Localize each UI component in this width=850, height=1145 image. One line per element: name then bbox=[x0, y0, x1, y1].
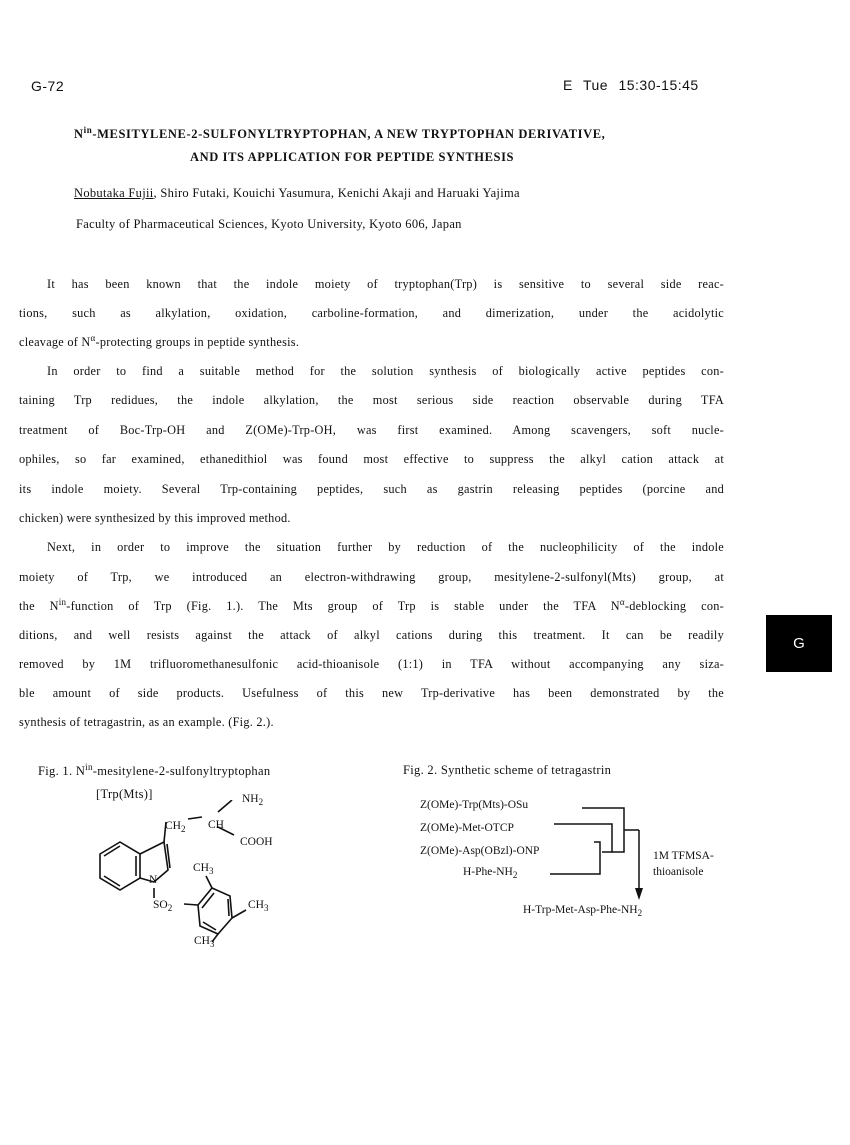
text-segment: tions, such as alkylation, oxidation, carboline-formation, and dimerization, under the acidolytic bbox=[19, 306, 724, 320]
body-line bbox=[19, 452, 724, 467]
reagent-met: Z(OMe)-Met-OTCP bbox=[420, 822, 514, 834]
body-line bbox=[47, 364, 724, 379]
text-segment: chicken) were synthesized by this improved method. bbox=[19, 511, 291, 525]
condition-2: thioanisole bbox=[653, 866, 704, 878]
superscript: α bbox=[90, 333, 96, 343]
affiliation: Faculty of Pharmaceutical Sciences, Kyoto University, Kyoto 606, Japan bbox=[76, 217, 462, 231]
text-segment: -deblocking con- bbox=[624, 599, 724, 613]
session-time: E Tue 15:30-15:45 bbox=[563, 77, 699, 93]
body-line bbox=[47, 540, 724, 555]
authors bbox=[74, 186, 520, 201]
title-n: N bbox=[74, 127, 84, 141]
coauthors: , Shiro Futaki, Kouichi Yasumura, Kenichi Akaji and Haruaki Yajima bbox=[153, 186, 520, 200]
title-line-2: AND ITS APPLICATION FOR PEPTIDE SYNTHESIS bbox=[190, 150, 515, 164]
abstract-code: G-72 bbox=[31, 78, 65, 94]
reagent-trp: Z(OMe)-Trp(Mts)-OSu bbox=[420, 799, 529, 811]
text-segment: moiety of Trp, we introduced an electron-withdrawing group, mesitylene-2-sulfonyl(Mts) group, at bbox=[19, 570, 724, 584]
fig1-caption bbox=[38, 764, 270, 779]
body-line bbox=[19, 482, 724, 497]
text-segment: treatment of Boc-Trp-OH and Z(OMe)-Trp-OH, was first examined. Among scavengers, soft nucle- bbox=[19, 423, 724, 437]
body-line bbox=[19, 393, 724, 408]
fig1-caption-sup: in bbox=[85, 762, 93, 772]
body-line bbox=[19, 335, 724, 350]
mesityl-ring bbox=[198, 888, 232, 934]
text-segment: Next, in order to improve the situation further by reduction of the nucleophilicity of the indole bbox=[47, 540, 724, 554]
scheme-arrows bbox=[540, 800, 660, 910]
presenting-author: Nobutaka Fujii bbox=[74, 186, 154, 200]
body-line bbox=[19, 599, 724, 614]
superscript: in bbox=[58, 597, 67, 607]
text-segment: In order to find a suitable method for the solution synthesis of biologically active peptides con- bbox=[47, 364, 724, 378]
body-line bbox=[19, 657, 724, 672]
benzene-ring bbox=[100, 842, 140, 890]
text-segment: -protecting groups in peptide synthesis. bbox=[95, 335, 300, 349]
product: $H-Trp-Met-Asp-Phe-NH_2$ bbox=[523, 904, 643, 918]
body-line bbox=[19, 686, 724, 701]
body-line bbox=[19, 423, 724, 438]
text-segment: the N bbox=[19, 599, 59, 613]
body-line bbox=[47, 277, 724, 292]
ch-label: CH bbox=[208, 819, 224, 831]
text-segment: ble amount of side products. Usefulness of this new Trp-derivative has been demonstrated by the bbox=[19, 686, 724, 700]
fig1-subtitle: [Trp(Mts)] bbox=[96, 787, 153, 801]
text-segment: removed by 1M trifluoromethanesulfonic acid-thioanisole (1:1) in TFA without accompanying any siza- bbox=[19, 657, 724, 671]
ch2-label: $CH_2$ bbox=[165, 820, 186, 834]
superscript: α bbox=[619, 597, 625, 607]
ch3-bottom-label: $CH_3$ bbox=[194, 935, 215, 949]
fig1-caption-post: -mesitylene-2-sulfonyltryptophan bbox=[92, 764, 271, 778]
text-segment: cleavage of N bbox=[19, 335, 91, 349]
body-line bbox=[19, 306, 724, 321]
text-segment: taining Trp redidues, the indole alkylation, the most serious side reaction observable during TFA bbox=[19, 393, 724, 407]
text-segment: It has been known that the indole moiety of tryptophan(Trp) is sensitive to several side reac- bbox=[47, 277, 724, 291]
section-tab: G bbox=[766, 615, 832, 672]
body-line bbox=[19, 570, 724, 585]
reagent-phe: $H-Phe-NH_2$ bbox=[463, 866, 518, 880]
text-segment: ophiles, so far examined, ethanedithiol was found most effective to suppress the alkyl cation attack at bbox=[19, 452, 724, 466]
trp-mts-structure bbox=[90, 800, 290, 960]
title-sup: in bbox=[83, 125, 93, 135]
ch3-right-label: $CH_3$ bbox=[248, 899, 269, 913]
text-segment: synthesis of tetragastrin, as an example. (Fig. 2.). bbox=[19, 715, 274, 729]
body-line bbox=[19, 715, 724, 730]
fig1-caption-pre: Fig. 1. N bbox=[38, 764, 86, 778]
title-rest: -MESITYLENE-2-SULFONYLTRYPTOPHAN, A NEW TRYPTOPHAN DERIVATIVE, bbox=[92, 127, 606, 141]
fig2-caption: Fig. 2. Synthetic scheme of tetragastrin bbox=[403, 763, 612, 777]
text-segment: ditions, and well resists against the attack of alkyl cations during this treatment. It can be readily bbox=[19, 628, 724, 642]
nh2-label: $NH_2$ bbox=[242, 793, 264, 807]
body-line bbox=[19, 628, 724, 643]
so2-label: $SO_2$ bbox=[153, 899, 173, 913]
text-segment: its indole moiety. Several Trp-containing peptides, such as gastrin releasing peptides (porcine and bbox=[19, 482, 724, 496]
cooh-label: COOH bbox=[240, 836, 273, 848]
reagent-asp: Z(OMe)-Asp(OBzl)-ONP bbox=[420, 845, 540, 857]
n-label: N bbox=[149, 874, 158, 886]
condition-1: 1M TFMSA- bbox=[653, 850, 714, 862]
arrow-head-icon bbox=[635, 888, 643, 900]
title-line-1 bbox=[74, 127, 605, 142]
text-segment: -function of Trp (Fig. 1.). The Mts group of Trp is stable under the TFA N bbox=[66, 599, 620, 613]
body-line bbox=[19, 511, 724, 526]
ch3-top-label: $CH_3$ bbox=[193, 862, 214, 876]
